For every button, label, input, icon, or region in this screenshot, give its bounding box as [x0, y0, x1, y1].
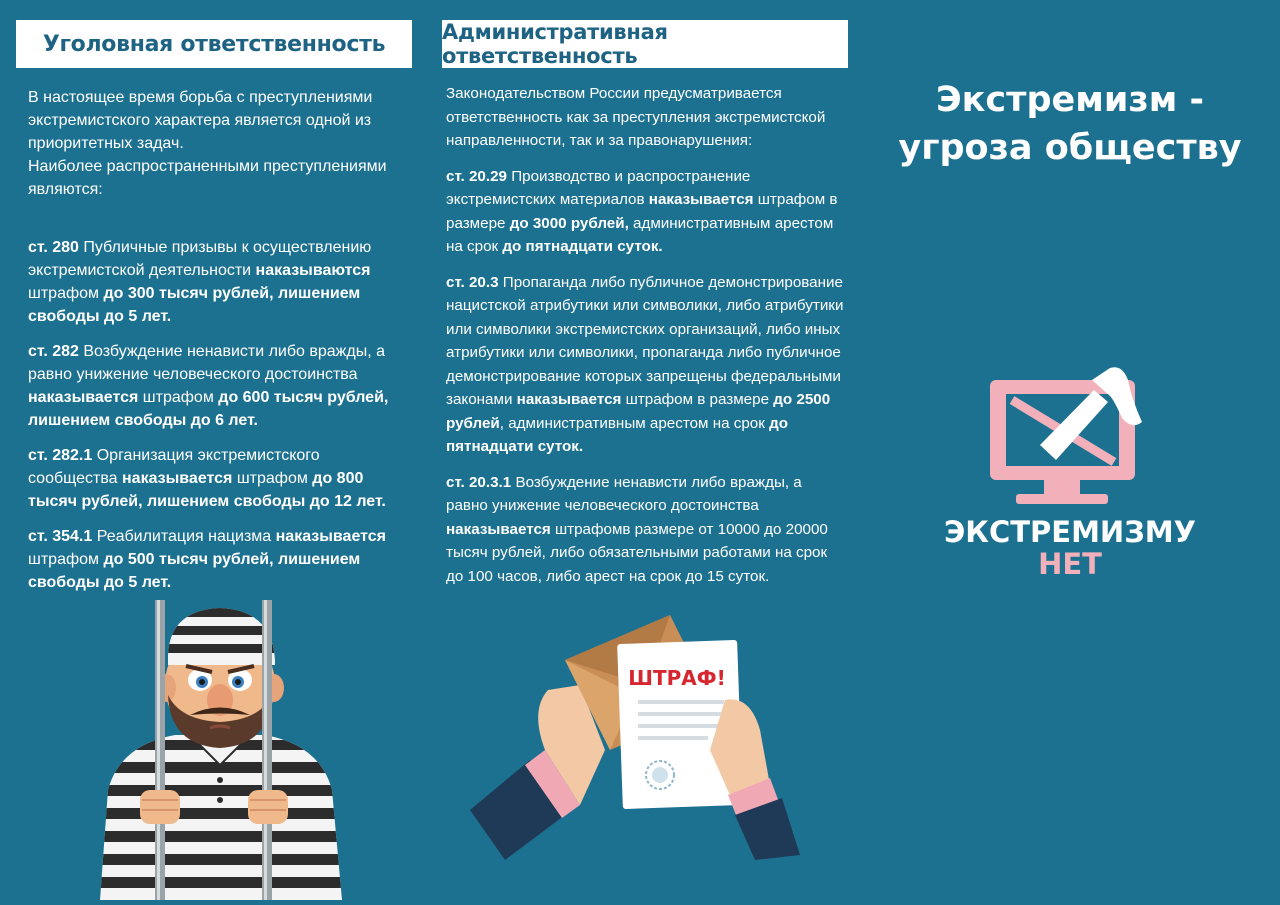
article-20-3-1: ст. 20.3.1 Возбуждение ненависти либо вражды, а равно унижение человеческого достоинства наказывается штрафомв размере от 10000 до 20000 тысяч рублей, либо обязательными работами на срок до 100 часов, либо арест на срок до 15 суток.: [446, 473, 828, 585]
prisoner-illustration: [80, 600, 360, 900]
criminal-text: [28, 86, 408, 594]
administrative-text: [446, 82, 846, 588]
fine-label: ШТРАФ!: [628, 666, 726, 690]
cover-title: Экстремизм - угроза обществу: [898, 80, 1242, 168]
extremism-ban-icon: [982, 360, 1162, 510]
fine-illustration: [470, 600, 820, 860]
article-282: ст. 282 Возбуждение ненависти либо вражды, а равно унижение человеческого достоинства наказывается штрафом до 600 тысяч рублей, лишением свободы до 6 лет.: [28, 343, 389, 429]
article-280: ст. 280 Публичные призывы к осуществлению экстремистской деятельности наказываются штрафом до 300 тысяч рублей, лишением свободы до 5 лет.: [28, 239, 372, 325]
article-354-1: ст. 354.1 Реабилитация нацизма наказывается штрафом до 500 тысяч рублей, лишением свободы до 5 лет.: [28, 528, 386, 591]
criminal-intro-2: Наиболее распространенными преступлениями являются:: [28, 158, 387, 198]
article-282-1: ст. 282.1 Организация экстремистского сообщества наказывается штрафом до 800 тысяч рублей, лишением свободы до 12 лет.: [28, 447, 386, 510]
criminal-intro-1: В настоящее время борьба с преступлениями экстремистского характера является одной из приоритетных задач.: [28, 89, 373, 152]
logo-line-2: НЕТ: [1038, 547, 1102, 581]
article-20-29: ст. 20.29 Производство и распространение экстремистских материалов наказывается штрафом в размере до 3000 рублей, административным арестом на срок до пятнадцати суток.: [446, 167, 838, 255]
article-20-3: ст. 20.3 Пропаганда либо публичное демонстрирование нацистской атрибутики или символики, либо атрибутики или символики экстремистских организаций, либо иных атрибутики или символики, пропаганда либо публичное демонстрирование которых запрещены федеральными законами наказывается штрафом в размере до 2500 рублей, административным арестом на срок до пятнадцати суток.: [446, 273, 844, 455]
criminal-heading: Уголовная ответственность: [16, 20, 412, 68]
administrative-intro: Законодательством России предусматривается ответственность как за преступления экстремистской направленности, так и за правонарушения:: [446, 85, 826, 149]
administrative-heading: Административная ответственность: [442, 20, 848, 68]
logo-line-1: ЭКСТРЕМИЗМУ: [943, 515, 1197, 549]
